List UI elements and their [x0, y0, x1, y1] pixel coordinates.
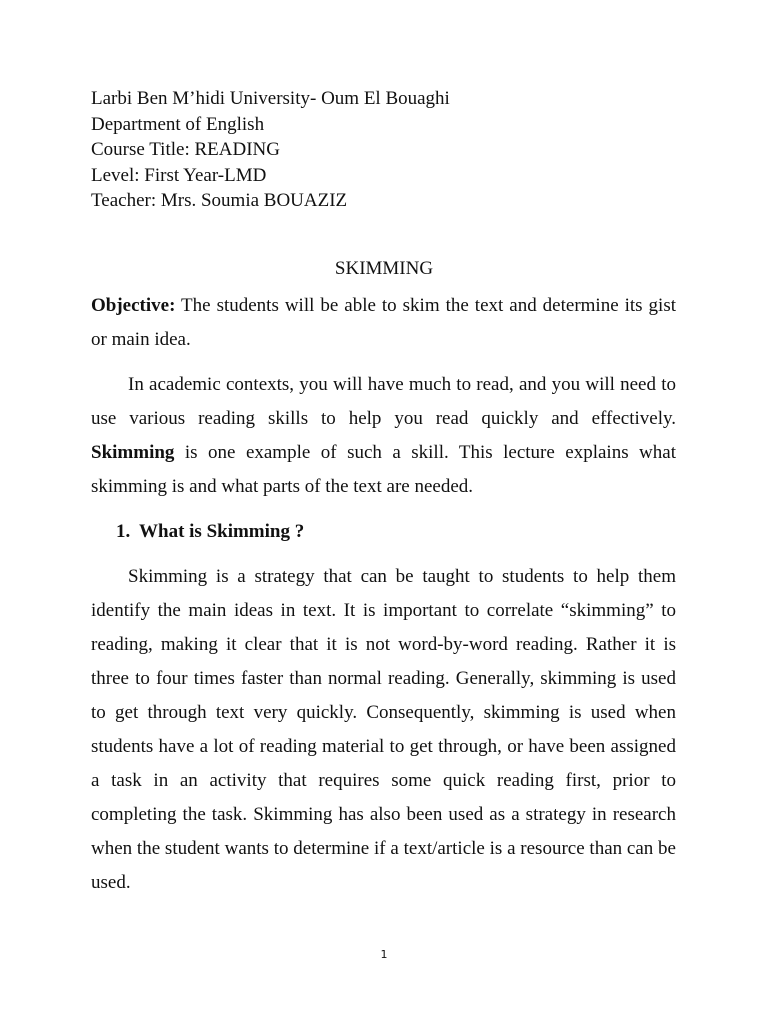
course-header — [91, 86, 691, 214]
section-heading — [116, 517, 304, 547]
intro-term-skimming: Skimming — [91, 442, 175, 463]
intro-paragraph — [91, 368, 676, 504]
intro-text-part1: In academic contexts, you will have much to read, and you will need to use various reading skills to help you read quickly and effectively. — [91, 374, 676, 429]
objective-paragraph — [91, 289, 676, 357]
level-line: Level: First Year-LMD — [91, 164, 267, 186]
teacher-line: Teacher: Mrs. Soumia BOUAZIZ — [91, 190, 348, 211]
section-paragraph: Skimming is a strategy that can be taught to students to help them identify the main ideas in text. It is important to correlate “skimming” to reading, making it clear that it is not word-by-word reading. Rather it is three to four times faster than normal reading. Generally, skimming is used to get through text very quickly. Consequently, skimming is used when students have a lot of reading material to get through, or have been assigned a task in an activity that requires some quick reading first, prior to completing the task. Skimming has also been used as a strategy in research when the student wants to determine if a text/article is a resource than can be used. — [91, 566, 676, 893]
university-line: Larbi Ben M’hidi University- Oum El Bouaghi — [91, 88, 450, 109]
course-title-line: Course Title: READING — [91, 139, 280, 160]
section-heading-text: What is Skimming ? — [139, 521, 305, 542]
intro-text-part2: is one example of such a skill. This lecture explains what skimming is and what parts of the text are needed. — [91, 442, 676, 497]
page-number: 1 — [380, 948, 388, 961]
department-line: Department of English — [91, 113, 265, 135]
document-title: SKIMMING — [334, 258, 434, 279]
objective-text: The students will be able to skim the text and determine its gist or main idea. — [91, 295, 676, 350]
section-number: 1. — [116, 521, 131, 542]
objective-label: Objective: — [91, 295, 176, 316]
